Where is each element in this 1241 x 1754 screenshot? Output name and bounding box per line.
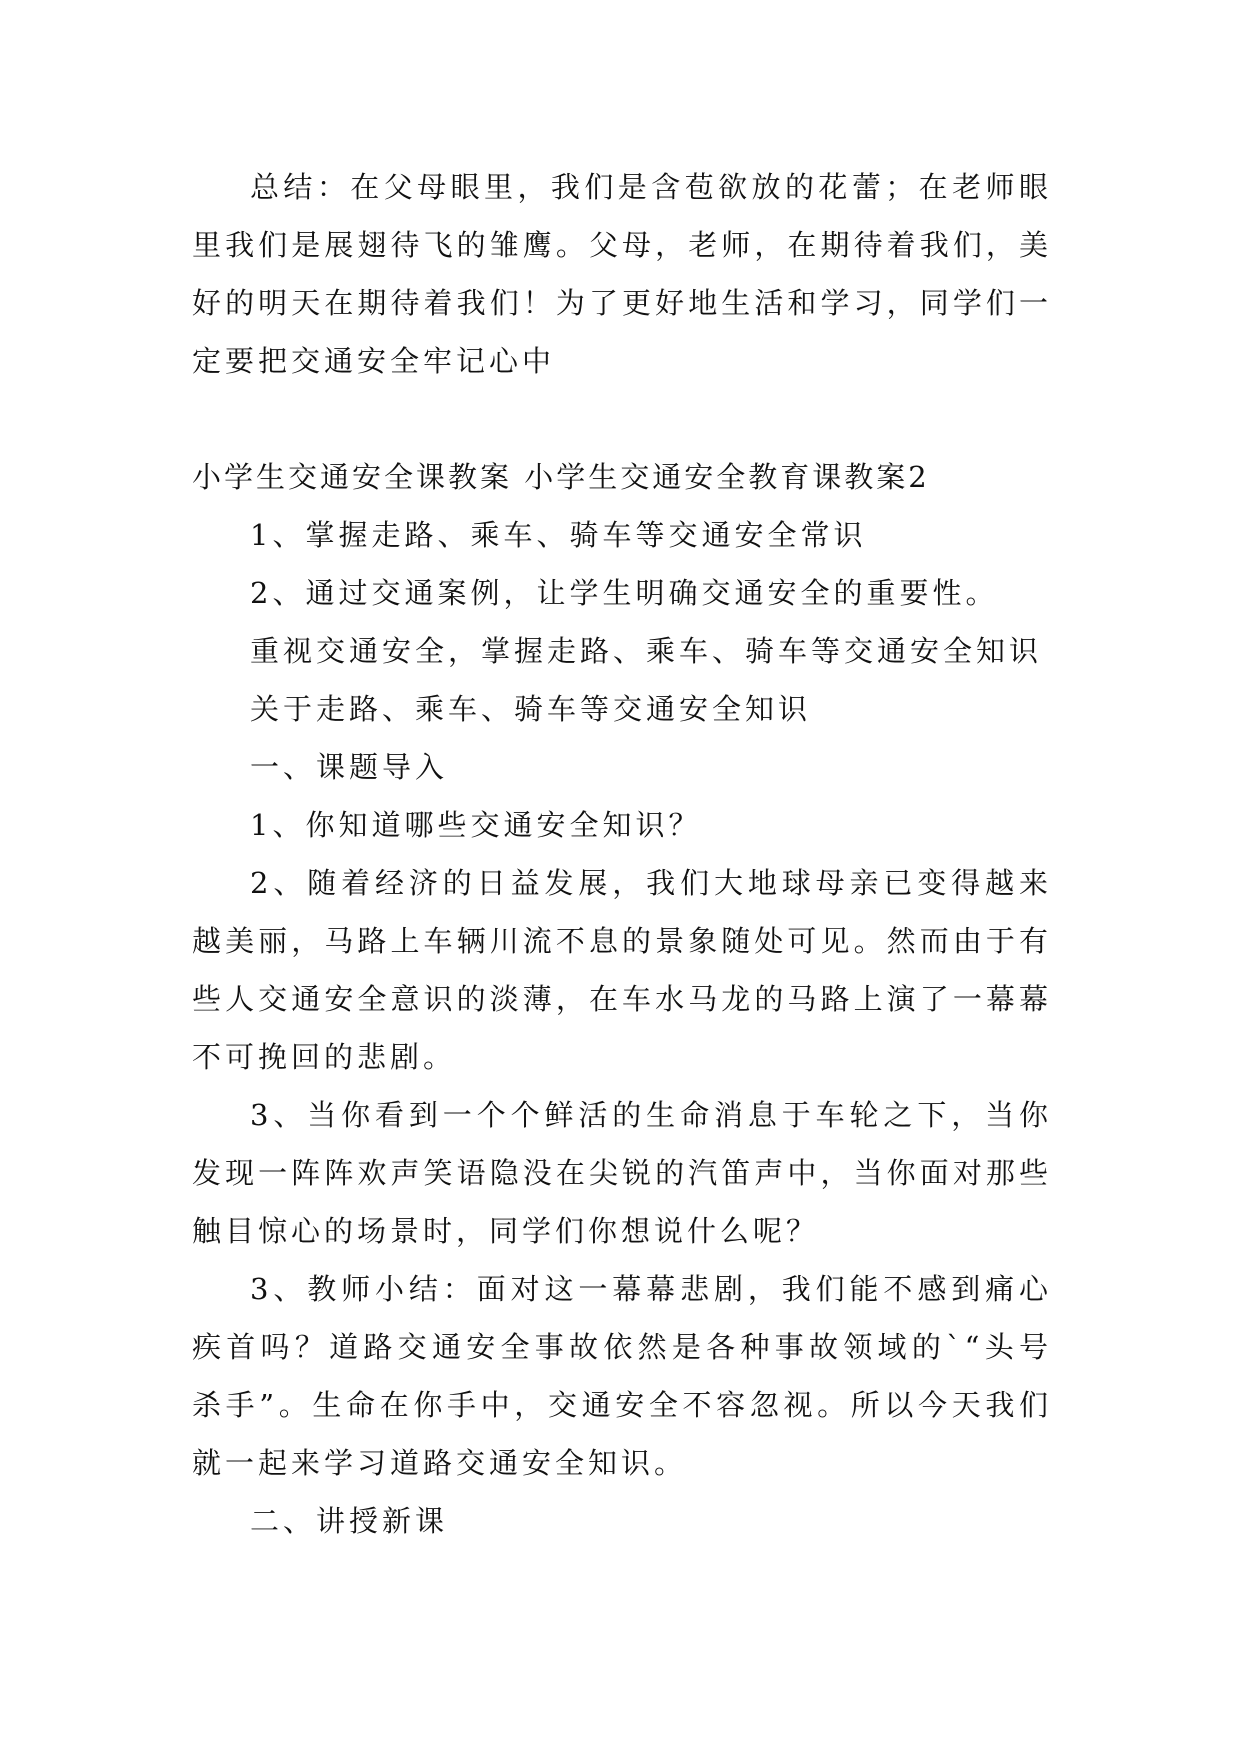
part1-heading: 一、课题导入 (250, 750, 449, 784)
part1-item-2: 2、随着经济的日益发展，我们大地球母亲已变得越来越美丽，马路上车辆川流不息的景象随处可见。然而由于有些人交通安全意识的淡薄，在车水马龙的马路上演了一幕幕不可挽回的悲剧。 (192, 866, 1052, 1074)
part1-item-1: 1、你知道哪些交通安全知识？ (250, 808, 702, 842)
goal-2: 2、通过交通案例，让学生明确交通安全的重要性。 (250, 576, 999, 610)
goal-1: 1、掌握走路、乘车、骑车等交通安全常识 (250, 518, 867, 552)
summary-paragraph: 总结：在父母眼里，我们是含苞欲放的花蕾；在老师眼里我们是展翅待飞的雏鹰。父母，老师，在期待着我们，美好的明天在期待着我们！为了更好地生活和学习，同学们一定要把交通安全牢记心中 (192, 170, 1052, 378)
part1-item-4: 3、教师小结：面对这一幕幕悲剧，我们能不感到痛心疾首吗？道路交通安全事故依然是各种事故领域的`“头号杀手”。生命在你手中，交通安全不容忽视。所以今天我们就一起来学习道路交通安全知识。 (192, 1272, 1052, 1480)
document-body (192, 158, 1052, 1550)
part1-item-3: 3、当你看到一个个鲜活的生命消息于车轮之下，当你发现一阵阵欢声笑语隐没在尖锐的汽笛声中，当你面对那些触目惊心的场景时，同学们你想说什么呢？ (192, 1098, 1052, 1248)
section-title: 小学生交通安全课教案 小学生交通安全教育课教案2 (192, 460, 930, 494)
goal-4: 关于走路、乘车、骑车等交通安全知识 (250, 692, 812, 726)
part2-heading: 二、讲授新课 (250, 1504, 449, 1538)
goal-3: 重视交通安全，掌握走路、乘车、骑车等交通安全知识 (250, 634, 1043, 668)
